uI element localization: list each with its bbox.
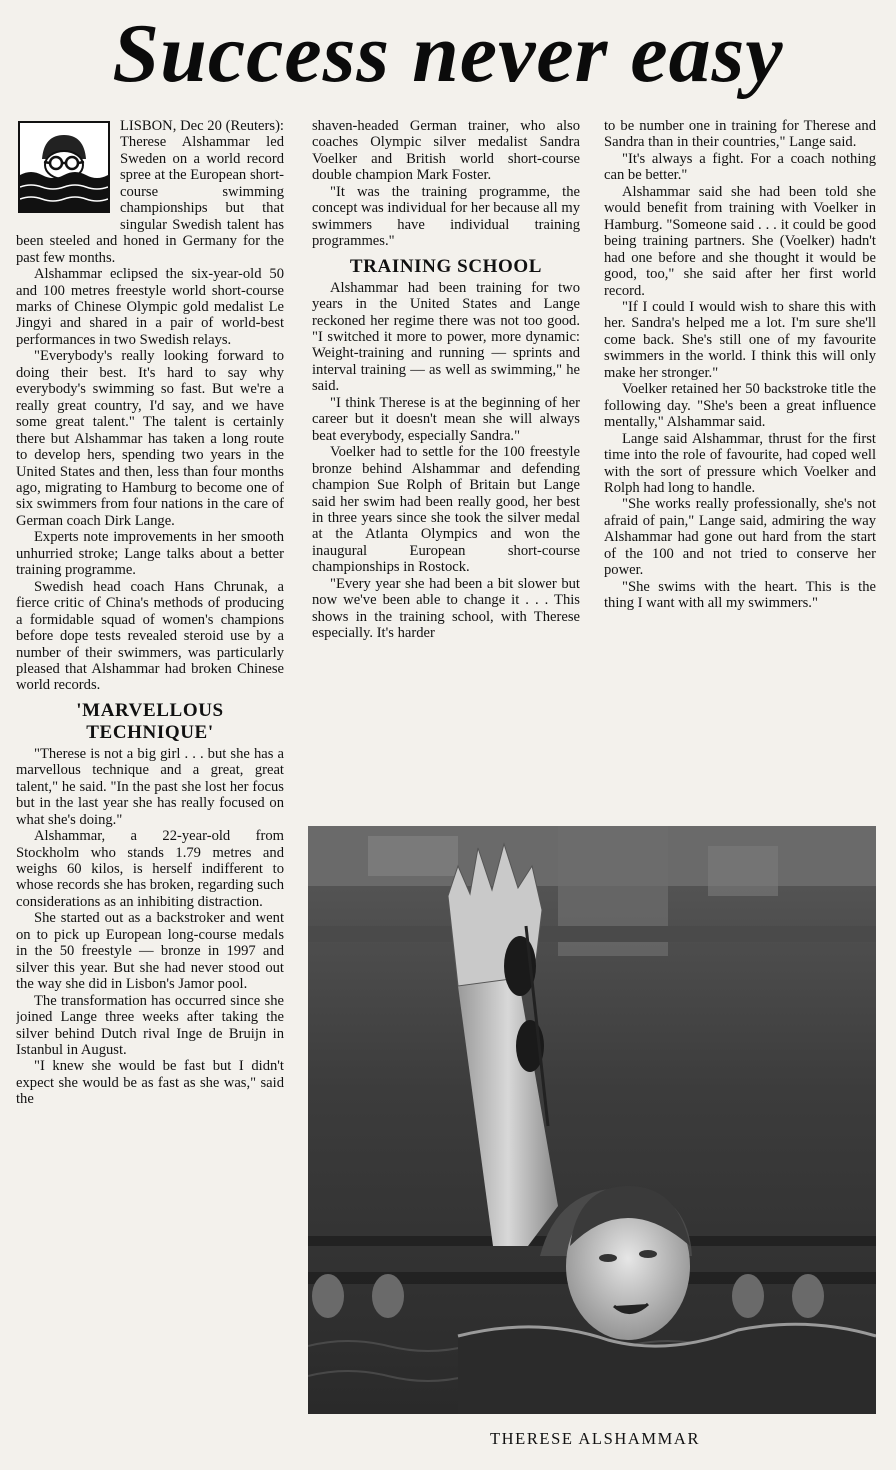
paragraph: She started out as a backstroker and went on to pick up European long-course medals in the 50 freestyle — bronze in 1997 and silver this year. But she had never stood out the way she did in Lisbon's Jamor pool. [16,910,284,993]
subhead-line: TECHNIQUE' [86,721,214,743]
headline: Success never easy [112,7,784,100]
paragraph: "It was the training programme, the concept was individual for her because all my swimmers have individual training programmes." [312,183,580,250]
paragraph: Swedish head coach Hans Chrunak, a fierce critic of China's methods of producing a formidable squad of women's champions before dope tests revealed steroid use by a number of their swimmers, was particularly pleased that Alshammar had broken Chinese world records. [16,578,284,694]
paragraph: "Every year she had been a bit slower but now we've been able to change it . . . This shows in the training school, with Therese especially. It's harder [312,575,580,642]
paragraph: The transformation has occurred since she joined Lange three weeks after taking the silver behind Dutch rival Inge de Bruijn in Istanbul in August. [16,992,284,1059]
paragraph: "If I could I would wish to share this with her. Sandra's helped me a lot. I'm sure she'll come back. She's still one of my favourite swimmers in the world. I think this will only make her stronger." [604,298,876,381]
paragraph: "She works really professionally, she's not afraid of pain," Lange said, admiring the way Alshammar had gone out hard from the start of the 100 and not tried to conserve her power. [604,496,876,579]
paragraph: Experts note improvements in her smooth unhurried stroke; Lange talks about a better training programme. [16,529,284,579]
article-column-1 [16,118,284,1450]
swimmer-logo-icon [18,121,110,213]
paragraph: "I think Therese is at the beginning of her career but it doesn't mean she will always beat everybody, especially Sandra." [312,394,580,444]
paragraph: Alshammar said she had been told she would benefit from training with Voelker in Hamburg. "Someone said . . . it could be good being training partners. She (Voelker) hadn't had one before and she thought it would be good, too," she said after her first world record. [604,183,876,299]
subhead-training-school: TRAINING SCHOOL [349,255,543,277]
paragraph: LISBON, Dec 20 (Reuters): Therese Alshammar led Sweden on a world record spree at the European short-course swimming championships but that singular Swedish talent has been steeled and honed in Germany for the past few months. [16,118,284,266]
paragraph: Alshammar had been training for two years in the United States and Lange reckoned her regime there was not too good. "I switched it more to power, more dynamic: Weight-training and running — sprints and interval training — as well as swimming," he said. [312,279,580,395]
paragraph: "She swims with the heart. This is the thing I want with all my swimmers." [604,578,876,612]
paragraph: Alshammar eclipsed the six-year-old 50 and 100 metres freestyle world short-course marks of Chinese Olympic gold medalist Le Jingyi and shared in a pair of world-best performances in two Swedish relays. [16,266,284,348]
paragraph: Lange said Alshammar, thrust for the first time into the role of favourite, had coped well with the sort of pressure which Voelker and Rolph had long to handle. [604,430,876,496]
subhead-marvellous-technique [16,700,284,744]
photo-caption: THERESE ALSHAMMAR [489,1429,701,1448]
article-column-2 [312,118,580,818]
paragraph: Alshammar, a 22-year-old from Stockholm who stands 1.79 metres and weighs 60 kilos, is herself indifferent to whose records she has broken, regarding such considerations as an inhibiting distraction. [16,828,284,910]
swimmer-photo-icon [308,826,876,1414]
paragraph: "Therese is not a big girl . . . but she has a marvellous technique and a great, great talent," he said. "In the past she lost her focus but in the last year she has really focused on what she's doing." [16,745,284,828]
paragraph: Voelker retained her 50 backstroke title the following day. "She's been a great influence mentally," Alshammar said. [604,381,876,431]
paragraph: "I knew she would be fast but I didn't expect she would be as fast as she was," said the [16,1058,284,1108]
paragraph: "Everybody's really looking forward to doing their best. It's hard to say why everybody's swimming so fast. But we're a really great country, I'd say, and we have some great talent." The talent is certainly there but Alshammar has taken a long route to develop hers, spending two years in the United States and then, less than four months ago, migrating to Hamburg to become one of six swimmers from four nations in the care of German coach Dirk Lange. [16,348,284,529]
paragraph: Voelker had to settle for the 100 freestyle bronze behind Alshammar and defending champion Sue Rolph of Britain but Lange said her swim had been really good, her best in three years since she took the silver medal at the Atlanta Olympics and won the inaugural European short-course championships in Rostock. [312,444,580,576]
paragraph: to be number one in training for Therese and Sandra than in their countries," Lange said. [604,118,876,151]
paragraph: shaven-headed German trainer, who also coaches Olympic silver medalist Sandra Voelker and British world short-course double champion Mark Foster. [312,118,580,184]
article-column-3 [604,118,876,822]
paragraph: "It's always a fight. For a coach nothing can be better." [604,150,876,184]
subhead-line: 'MARVELLOUS [76,699,224,721]
